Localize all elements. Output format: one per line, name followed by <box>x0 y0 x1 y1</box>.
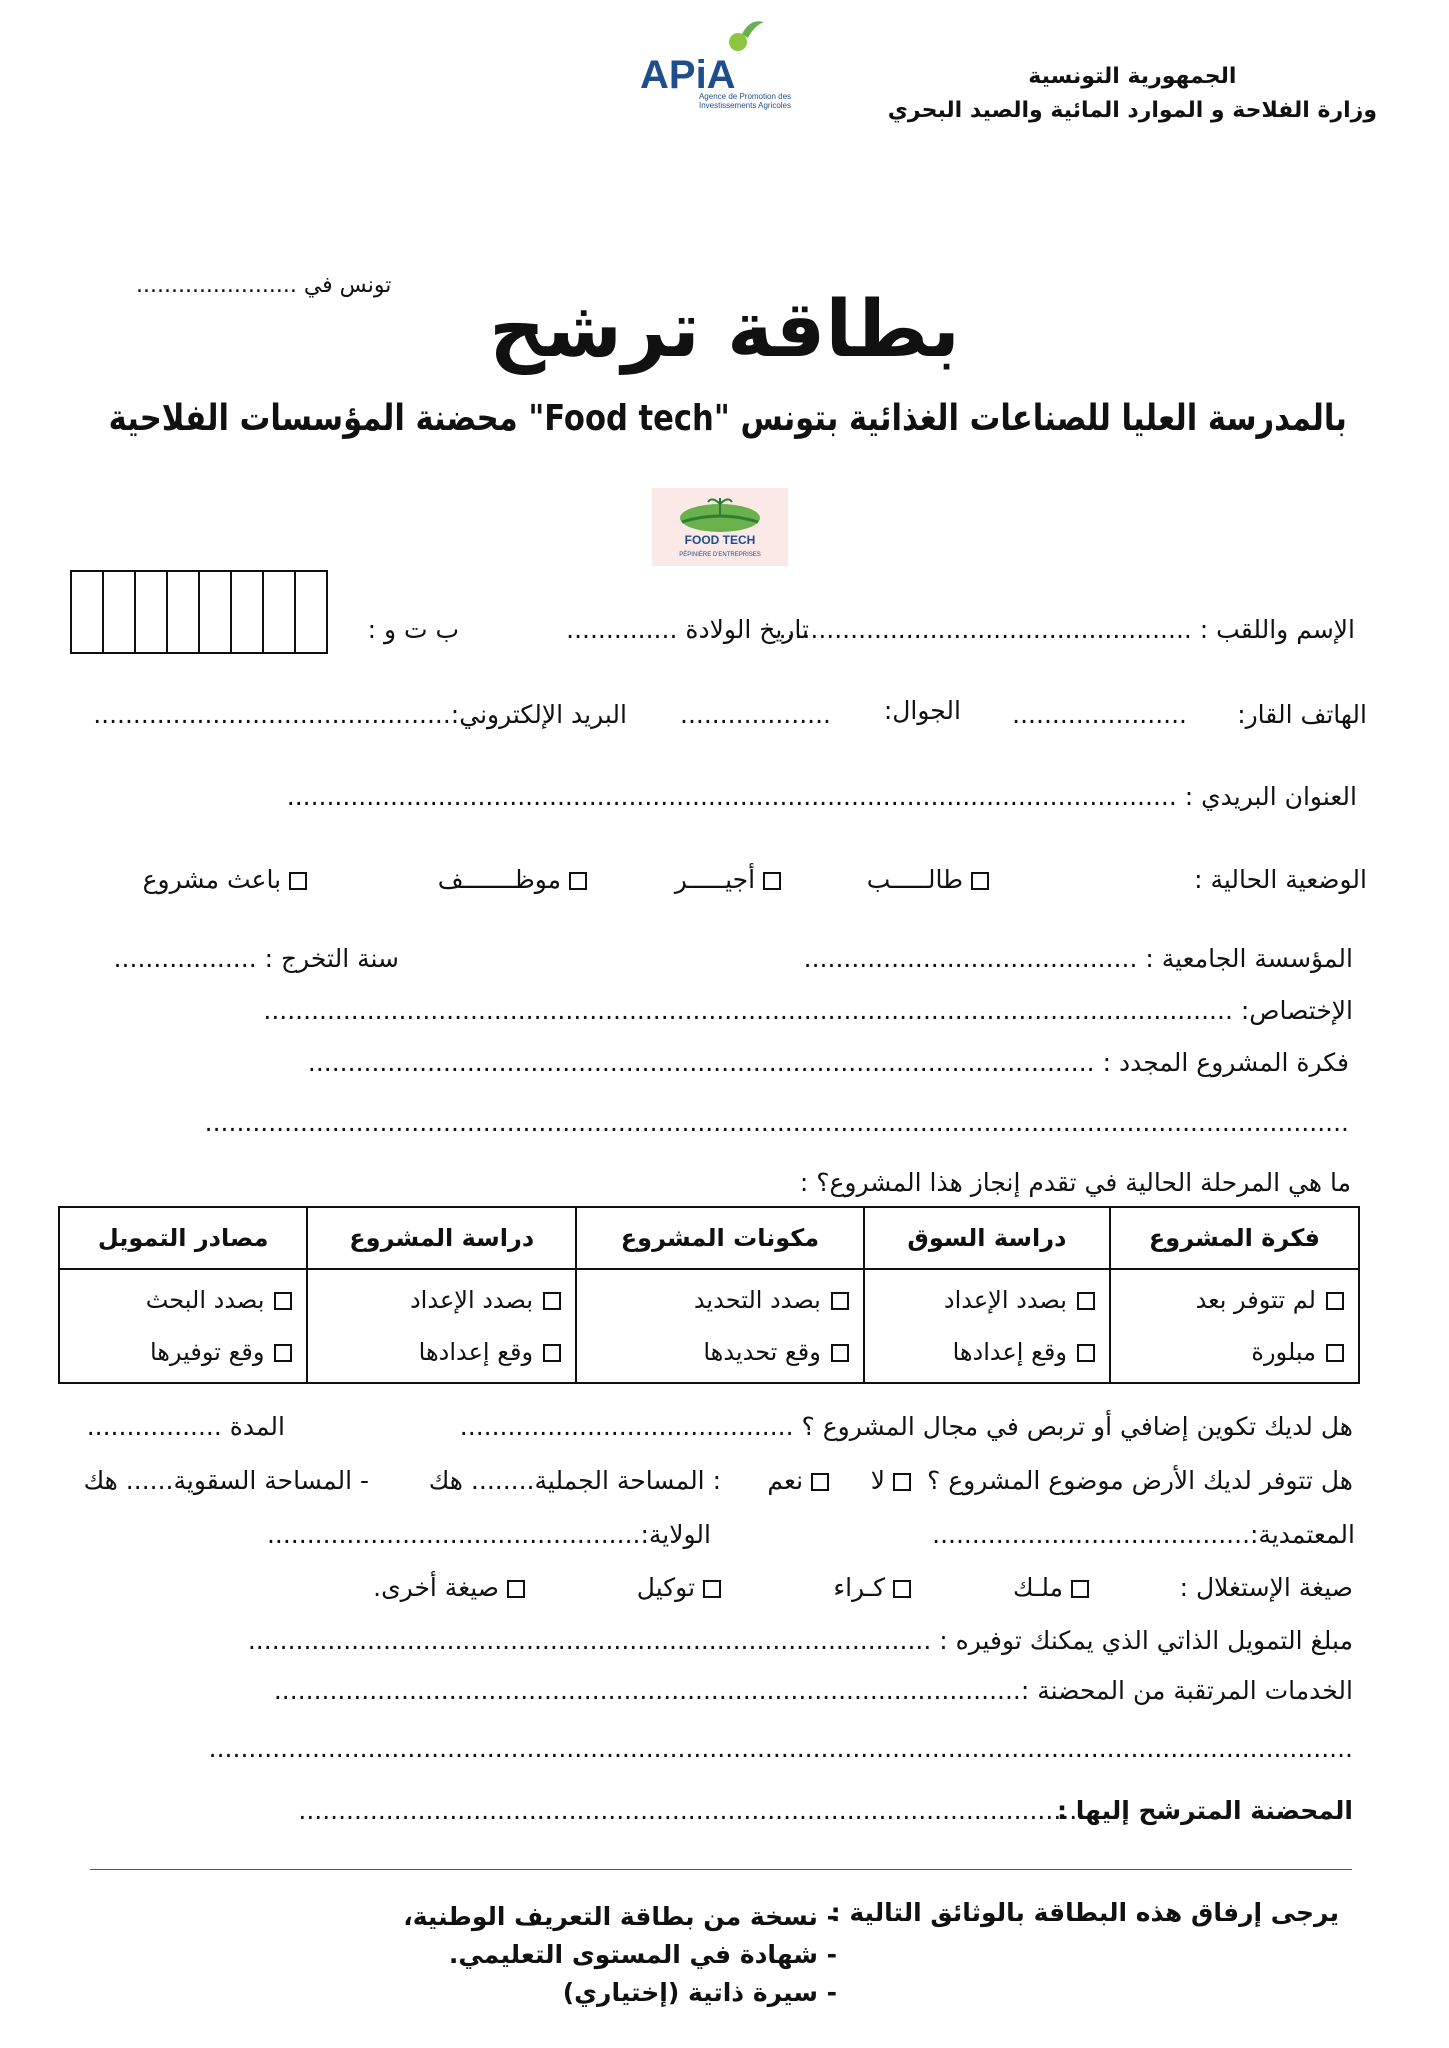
status-option-student[interactable] <box>867 865 989 894</box>
checkbox[interactable] <box>1077 1292 1095 1310</box>
land-total-area-field[interactable]: : المساحة الجملية........ هك <box>428 1466 721 1495</box>
col-header-project-study: دراسة المشروع <box>307 1207 576 1269</box>
col-header-idea: فكرة المشروع <box>1110 1207 1359 1269</box>
status-option-label: أجيـــــر <box>674 865 756 894</box>
stage-option-label: وقع تحديدها <box>703 1338 821 1366</box>
apia-logo <box>630 12 810 130</box>
id-digit-box[interactable] <box>294 572 326 652</box>
birthdate-field[interactable]: تاريخ الولادة .............. <box>566 615 809 644</box>
stage-option[interactable] <box>66 1276 292 1328</box>
stage-option[interactable] <box>583 1328 849 1380</box>
exploit-option-mandate[interactable] <box>637 1573 721 1602</box>
stage-option-label: وقع توفيرها <box>149 1338 265 1366</box>
checkbox-rent[interactable] <box>893 1580 911 1598</box>
expected-services-field[interactable]: الخدمات المرتقبة من المحضنة :.............................................................................................. <box>273 1676 1353 1705</box>
date-place: تونس في ....................... <box>136 273 392 298</box>
exploit-option-label: كـراء <box>833 1573 886 1602</box>
id-number-boxes[interactable] <box>70 570 328 654</box>
attachments-label: يرجى إرفاق هذه البطاقة بالوثائق التالية : <box>830 1898 1339 1927</box>
checkbox[interactable] <box>1077 1344 1095 1362</box>
exploitation-label: صيغة الإستغلال : <box>1179 1573 1353 1602</box>
table-cell-idea <box>1110 1269 1359 1383</box>
table-cell-market-study <box>864 1269 1110 1383</box>
delegation-field[interactable]: المعتمدية:........................................ <box>932 1520 1355 1549</box>
separator-line <box>90 1869 1352 1870</box>
stage-option[interactable] <box>314 1328 561 1380</box>
stage-option-label: وقع إعدادها <box>418 1338 534 1366</box>
phone-field[interactable]: ...................... <box>1012 700 1187 729</box>
checkbox[interactable] <box>543 1344 561 1362</box>
food-tech-logo-mark <box>652 488 788 566</box>
food-tech-logo <box>652 488 788 566</box>
stage-option[interactable] <box>66 1328 292 1380</box>
training-field[interactable]: هل لديك تكوين إضافي أو تربص في مجال المشروع ؟ .......................................... <box>459 1412 1353 1441</box>
country-name: الجمهورية التونسية <box>1028 64 1237 89</box>
stage-option[interactable] <box>1117 1276 1344 1328</box>
page-subtitle: محضنة المؤسسات الفلاحية "Food tech" بالمدرسة العليا للصناعات الغذائية بتونس <box>108 398 1347 439</box>
status-option-employee[interactable] <box>675 865 781 894</box>
stage-option-label: بصدد التحديد <box>693 1286 821 1314</box>
id-label: ب ت و : <box>367 615 459 644</box>
exploit-option-ownership[interactable] <box>1013 1573 1089 1602</box>
checkbox[interactable] <box>274 1292 292 1310</box>
stage-option-label: مبلورة <box>1251 1338 1316 1366</box>
id-digit-box[interactable] <box>198 572 230 652</box>
col-header-funding: مصادر التمويل <box>59 1207 307 1269</box>
mobile-field[interactable]: ................... <box>680 700 831 729</box>
food-tech-logo-text: FOOD TECH <box>684 533 756 547</box>
apia-logo-subtext: Agence de Promotion des Investissements Agricoles <box>698 92 792 110</box>
name-field[interactable]: الإسم واللقب : ..................................................... <box>770 615 1355 644</box>
postal-address-field[interactable]: العنوان البريدي : ................................................................................................................ <box>286 782 1357 811</box>
exploit-option-label: صيغة أخرى. <box>373 1573 500 1602</box>
exploit-option-other[interactable] <box>373 1573 525 1602</box>
attachment-item: - سيرة ذاتية (إختياري) <box>562 1978 837 2007</box>
status-option-label: موظـــــــف <box>437 865 562 894</box>
incubator-field[interactable]: ..................................................................................................... <box>298 1796 1101 1825</box>
checkbox[interactable] <box>831 1292 849 1310</box>
apia-logo-mark <box>630 12 810 130</box>
id-digit-box[interactable] <box>134 572 166 652</box>
stage-option-label: بصدد البحث <box>145 1286 265 1314</box>
attachment-item: - شهادة في المستوى التعليمي. <box>448 1940 837 1969</box>
table-cell-project-study <box>307 1269 576 1383</box>
attachment-item: - نسخة من بطاقة التعريف الوطنية، <box>403 1902 837 1931</box>
status-option-label: باعث مشروع <box>142 865 282 894</box>
exploit-option-label: ملـك <box>1012 1573 1064 1602</box>
ministry-name: وزارة الفلاحة و الموارد المائية والصيد البحري <box>887 98 1377 123</box>
land-irrigated-area-field[interactable]: - المساحة السقوية...... هك <box>83 1466 369 1495</box>
id-digit-box[interactable] <box>262 572 294 652</box>
id-digit-box[interactable] <box>166 572 198 652</box>
checkbox-land-no[interactable] <box>893 1473 911 1491</box>
exploit-option-rent[interactable] <box>833 1573 911 1602</box>
incubator-label: المحضنة المترشح إليها : <box>1057 1796 1353 1825</box>
project-stage-table <box>58 1206 1360 1384</box>
stage-option[interactable] <box>1117 1328 1344 1380</box>
expected-services-continuation[interactable]: ................................................................................................................................................ <box>208 1734 1353 1763</box>
checkbox-land-yes[interactable] <box>811 1473 829 1491</box>
status-option-civil-servant[interactable] <box>438 865 587 894</box>
self-funding-field[interactable]: مبلغ التمويل الذاتي الذي يمكنك توفيره : ...................................................................................... <box>247 1626 1353 1655</box>
email-field[interactable]: البريد الإلكتروني:............................................. <box>93 700 627 729</box>
stage-option[interactable] <box>583 1276 849 1328</box>
project-idea-field[interactable]: فكرة المشروع المجدد : ................................................................................................... <box>307 1048 1349 1077</box>
checkbox[interactable] <box>1326 1344 1344 1362</box>
stage-option-label: بصدد الإعداد <box>409 1286 534 1314</box>
university-field[interactable]: المؤسسة الجامعية : .......................................... <box>803 944 1353 973</box>
food-tech-logo-subtext: PÉPINIÈRE D'ENTREPRISES <box>679 552 761 558</box>
checkbox[interactable] <box>831 1344 849 1362</box>
checkbox-employee[interactable] <box>763 872 781 890</box>
checkbox-ownership[interactable] <box>1071 1580 1089 1598</box>
stage-option[interactable] <box>314 1276 561 1328</box>
stage-question: ما هي المرحلة الحالية في تقدم إنجاز هذا المشروع؟ : <box>799 1168 1351 1197</box>
checkbox-other[interactable] <box>507 1580 525 1598</box>
training-duration-field[interactable]: المدة ................. <box>86 1412 285 1441</box>
table-cell-funding <box>59 1269 307 1383</box>
land-option-label: لا <box>870 1466 886 1495</box>
id-digit-box[interactable] <box>230 572 262 652</box>
governorate-field[interactable]: الولاية:............................................... <box>266 1520 711 1549</box>
checkbox-civil-servant[interactable] <box>569 872 587 890</box>
id-digit-box[interactable] <box>102 572 134 652</box>
status-label: الوضعية الحالية : <box>1194 865 1367 894</box>
stage-option[interactable] <box>871 1328 1095 1380</box>
graduation-year-field[interactable]: سنة التخرج : .................. <box>113 944 399 973</box>
status-option-entrepreneur[interactable] <box>143 865 307 894</box>
checkbox[interactable] <box>1326 1292 1344 1310</box>
status-option-label: طالـــــب <box>866 865 964 894</box>
col-header-market-study: دراسة السوق <box>864 1207 1110 1269</box>
land-option-no[interactable] <box>871 1466 911 1495</box>
land-option-label: نعم <box>767 1466 804 1495</box>
mobile-label: الجوال: <box>883 696 961 725</box>
table-header-row <box>59 1207 1359 1269</box>
ministry-block <box>888 60 1377 128</box>
exploit-option-label: توكيل <box>636 1573 696 1602</box>
col-header-components: مكونات المشروع <box>576 1207 864 1269</box>
stage-option-label: بصدد الإعداد <box>943 1286 1067 1314</box>
checkbox[interactable] <box>274 1344 292 1362</box>
land-question: هل تتوفر لديك الأرض موضوع المشروع ؟ <box>927 1466 1353 1495</box>
checkbox[interactable] <box>543 1292 561 1310</box>
stage-option[interactable] <box>871 1276 1095 1328</box>
stage-option-label: لم تتوفر بعد <box>1195 1286 1316 1314</box>
page-title: بطاقة ترشح <box>489 285 960 375</box>
project-idea-continuation[interactable]: ................................................................................................................................................ <box>204 1108 1349 1137</box>
table-row <box>59 1269 1359 1383</box>
specialty-field[interactable]: الإختصاص: .......................................................................................................................... <box>263 996 1353 1025</box>
attachments-list <box>403 1898 837 2012</box>
checkbox-student[interactable] <box>971 872 989 890</box>
id-digit-box[interactable] <box>72 572 102 652</box>
checkbox-mandate[interactable] <box>703 1580 721 1598</box>
phone-label: الهاتف القار: <box>1237 700 1367 729</box>
stage-option-label: وقع إعدادها <box>952 1338 1067 1366</box>
checkbox-entrepreneur[interactable] <box>289 872 307 890</box>
apia-logo-text: APiA <box>640 53 736 97</box>
table-cell-components <box>576 1269 864 1383</box>
land-option-yes[interactable] <box>767 1466 829 1495</box>
